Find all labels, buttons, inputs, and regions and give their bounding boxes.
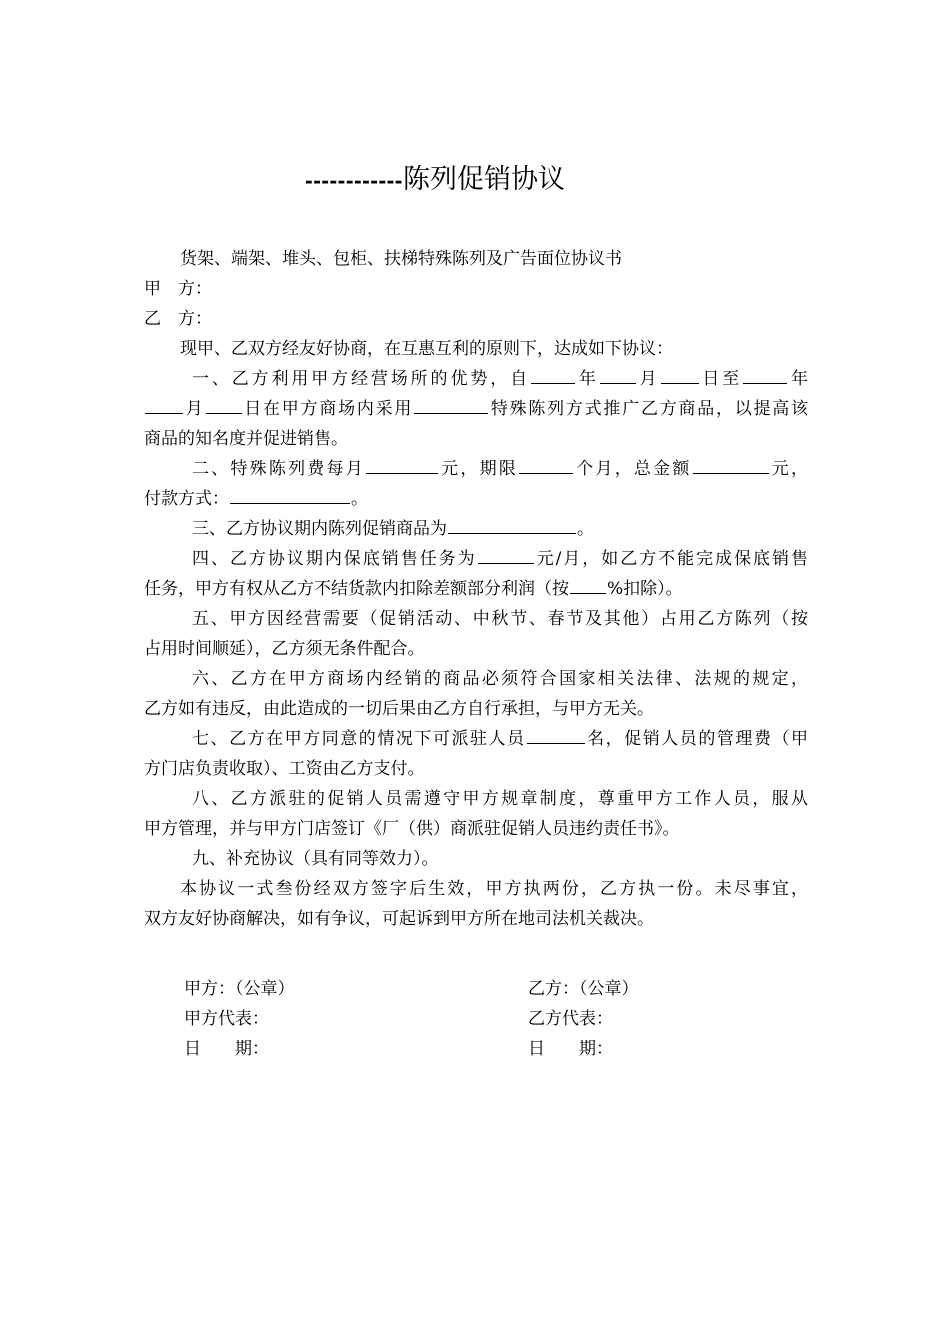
party-a-representative: 甲方代表： — [184, 1009, 269, 1029]
clause-6-line-1: 六、乙方在甲方商场内经销的商品必须符合国家相关法律、法规的规定， — [192, 669, 808, 689]
clause-4-line-1: 四、乙方协议期内保底销售任务为 元/月，如乙方不能完成保底销售 — [144, 544, 808, 574]
party-a-label: 甲 方： — [144, 279, 212, 299]
blank-start-day — [661, 364, 699, 384]
clause-1-line-3: 商品的知名度并促进销售。 — [144, 429, 348, 449]
clause-1-line-2: 月 日在甲方商场内采用 特殊陈列方式推广乙方商品，以提高该 — [144, 394, 808, 424]
party-b-representative: 乙方代表： — [528, 1009, 613, 1029]
blank-staff-count — [527, 724, 585, 744]
blank-promoted-goods — [448, 514, 576, 534]
clause-4-line-2: 任务，甲方有权从乙方不结货款内扣除差额部分利润（按 %扣除）。 — [144, 574, 808, 604]
blank-end-month — [145, 394, 183, 414]
blank-term-months — [519, 454, 573, 474]
clause-7-line-1: 七、乙方在甲方同意的情况下可派驻人员 名，促销人员的管理费（甲 — [144, 724, 808, 754]
blank-end-year — [743, 364, 787, 384]
blank-total-amount — [693, 454, 769, 474]
blank-monthly-fee — [366, 454, 438, 474]
closing-line-2: 双方友好协商解决，如有争议，可起诉到甲方所在地司法机关裁决。 — [144, 909, 654, 929]
intro-paragraph: 现甲、乙双方经友好协商，在互惠互利的原则下，达成如下协议： — [180, 339, 673, 359]
clause-9: 九、补充协议（具有同等效力）。 — [192, 849, 439, 869]
clause-6-line-2: 乙方如有违反，由此造成的一切后果由乙方自行承担，与甲方无关。 — [144, 699, 654, 719]
blank-payment-method — [230, 484, 350, 504]
title-dashes: ------------ — [305, 167, 403, 193]
clause-2-line-1: 二、特殊陈列费每月 元，期限 个月，总金额 元， — [144, 454, 808, 484]
clause-5-line-2: 占用时间顺延），乙方须无条件配合。 — [144, 639, 425, 659]
clause-8-line-2: 甲方管理，并与甲方门店签订《厂（供）商派驻促销人员违约责任书》。 — [144, 819, 680, 839]
clause-1-line-1: 一、乙方利用甲方经营场所的优势，自 年 月 日至 年 — [144, 364, 808, 394]
party-b-label: 乙 方： — [144, 309, 212, 329]
party-b-date: 日 期： — [528, 1039, 613, 1059]
party-a-signature-block — [184, 974, 295, 1064]
blank-min-sales — [478, 544, 534, 564]
blank-display-method — [414, 394, 488, 414]
clause-8-line-1: 八、乙方派驻的促销人员需遵守甲方规章制度，尊重甲方工作人员，服从 — [192, 789, 808, 809]
document-title — [0, 160, 870, 200]
closing-line-1: 本协议一式叁份经双方签字后生效，甲方执两份，乙方执一份。未尽事宜， — [180, 879, 808, 899]
clause-3: 三、乙方协议期内陈列促销商品为 。 — [144, 514, 808, 544]
blank-start-month — [600, 364, 636, 384]
party-b-signature-block — [528, 974, 639, 1064]
party-a-date: 日 期： — [184, 1039, 269, 1059]
title-text: 陈列促销协议 — [402, 164, 565, 195]
clause-7-line-2: 方门店负责收取）、工资由乙方支付。 — [144, 759, 425, 779]
blank-end-day — [206, 394, 242, 414]
clause-2-line-2: 付款方式： 。 — [144, 484, 808, 514]
blank-deduction-percent — [570, 574, 606, 594]
party-a-seal: 甲方：（公章） — [184, 979, 295, 999]
party-b-seal: 乙方：（公章） — [528, 979, 639, 999]
agreement-body — [144, 244, 808, 934]
blank-start-year — [531, 364, 575, 384]
subtitle: 货架、端架、堆头、包柜、扶梯特殊陈列及广告面位协议书 — [180, 249, 622, 269]
clause-5-line-1: 五、甲方因经营需要（促销活动、中秋节、春节及其他）占用乙方陈列（按 — [192, 609, 808, 629]
